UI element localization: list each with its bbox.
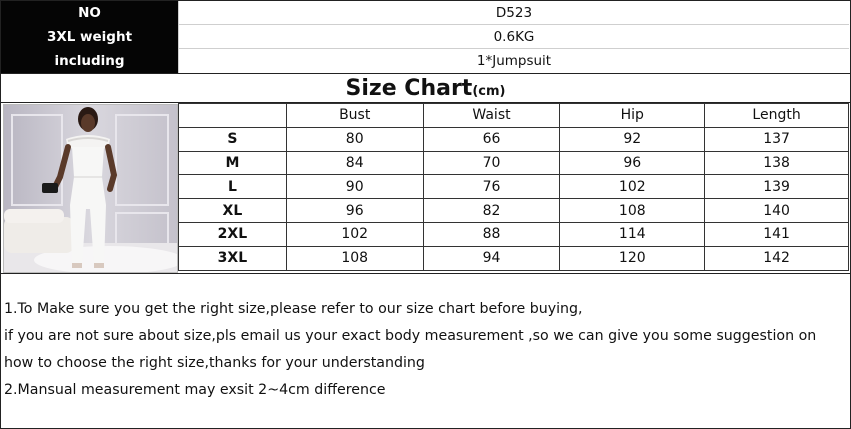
size-cell: 2XL [179, 222, 287, 246]
info-value-weight: 0.6KG [178, 25, 849, 49]
size-cell: L [179, 175, 287, 199]
bust-cell: 102 [286, 222, 423, 246]
waist-cell: 70 [423, 151, 560, 175]
divider [0, 273, 851, 274]
table-row [179, 127, 849, 151]
length-cell: 138 [705, 151, 849, 175]
waist-cell: 82 [423, 199, 560, 223]
table-header-size [179, 104, 287, 128]
note-line: if you are not sure about size,pls email us your exact body measurement ,so we can give you some suggestion on [4, 328, 817, 344]
table-row [179, 151, 849, 175]
table-row [179, 199, 849, 223]
length-cell: 137 [705, 127, 849, 151]
table-row [179, 222, 849, 246]
bust-cell: 96 [286, 199, 423, 223]
info-label-including: including [54, 53, 125, 69]
table-row [179, 246, 849, 270]
hip-cell: 114 [560, 222, 705, 246]
model-photo-icon [4, 105, 177, 272]
info-labels [1, 1, 178, 73]
hip-cell: 92 [560, 127, 705, 151]
chart-title [0, 74, 851, 103]
note-line: 2.Mansual measurement may exsit 2~4cm difference [4, 382, 386, 398]
info-values [178, 1, 849, 73]
waist-cell: 76 [423, 175, 560, 199]
size-cell: XL [179, 199, 287, 223]
hip-cell: 120 [560, 246, 705, 270]
size-cell: S [179, 127, 287, 151]
bust-cell: 90 [286, 175, 423, 199]
chart-title-unit: (cm) [472, 83, 506, 99]
info-value-no: D523 [178, 1, 849, 25]
note-line: 1.To Make sure you get the right size,please refer to our size chart before buying, [4, 301, 583, 317]
size-cell: 3XL [179, 246, 287, 270]
length-cell: 140 [705, 199, 849, 223]
note-line: how to choose the right size,thanks for your understanding [4, 355, 425, 371]
hip-cell: 108 [560, 199, 705, 223]
notes [4, 296, 844, 404]
table-header-bust: Bust [286, 104, 423, 128]
table-header-row [179, 104, 849, 128]
size-table [178, 103, 849, 271]
info-label-weight: 3XL weight [46, 29, 133, 45]
length-cell: 142 [705, 246, 849, 270]
waist-cell: 66 [423, 127, 560, 151]
model-photo [3, 104, 178, 273]
table-header-hip: Hip [560, 104, 705, 128]
size-cell: M [179, 151, 287, 175]
length-cell: 141 [705, 222, 849, 246]
bust-cell: 84 [286, 151, 423, 175]
hip-cell: 96 [560, 151, 705, 175]
waist-cell: 94 [423, 246, 560, 270]
length-cell: 139 [705, 175, 849, 199]
chart-title-main: Size Chart [345, 75, 473, 101]
hip-cell: 102 [560, 175, 705, 199]
table-row [179, 175, 849, 199]
waist-cell: 88 [423, 222, 560, 246]
bust-cell: 108 [286, 246, 423, 270]
table-header-length: Length [705, 104, 849, 128]
table-header-waist: Waist [423, 104, 560, 128]
info-value-including: 1*Jumpsuit [178, 49, 849, 73]
info-label-no: NO [78, 5, 101, 21]
bust-cell: 80 [286, 127, 423, 151]
